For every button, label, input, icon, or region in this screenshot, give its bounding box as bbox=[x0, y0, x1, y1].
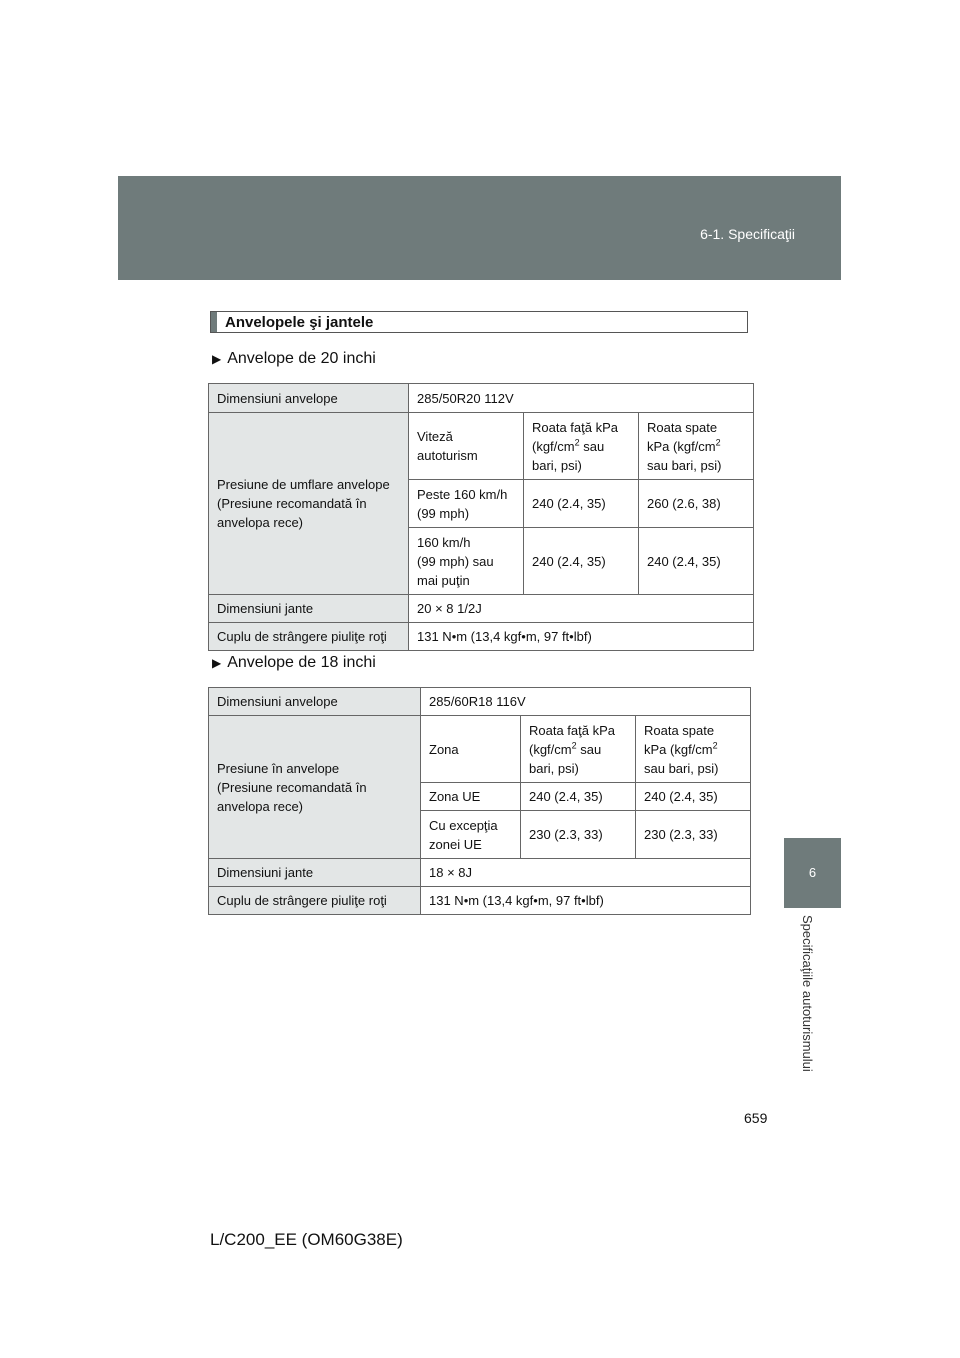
tire-size-label: Dimensiuni anvelope bbox=[209, 688, 421, 716]
front-cell: 240 (2.4, 35) bbox=[521, 783, 636, 811]
torque-value: 131 N•m (13,4 kgf•m, 97 ft•lbf) bbox=[409, 623, 754, 651]
table-row bbox=[209, 716, 751, 783]
rim-value: 20 × 8 1/2J bbox=[409, 595, 754, 623]
subheading-18-text: Anvelope de 18 inchi bbox=[227, 654, 376, 671]
torque-label: Cuplu de strângere piuliţe roţi bbox=[209, 887, 421, 915]
col-rear: Roata spate kPa ($kgf/cm^2$ sau bari, psi) bbox=[636, 716, 751, 783]
rim-label: Dimensiuni jante bbox=[209, 595, 409, 623]
rear-cell: 240 (2.4, 35) bbox=[639, 528, 754, 595]
section-title: Anvelopele şi jantele bbox=[225, 313, 374, 331]
torque-label: Cuplu de strângere piuliţe roţi bbox=[209, 623, 409, 651]
table-row bbox=[209, 623, 754, 651]
speed-cell: Peste 160 km/h (99 mph) bbox=[409, 480, 524, 528]
table-row bbox=[209, 688, 751, 716]
tire-size-value: 285/50R20 112V bbox=[409, 384, 754, 413]
document-code: L/C200_EE (OM60G38E) bbox=[210, 1230, 403, 1249]
pressure-label: Presiune în anvelope (Presiune recomandată în anvelopa rece) bbox=[209, 716, 421, 859]
table-row bbox=[209, 595, 754, 623]
triangle-bullet-icon: ▶ bbox=[212, 656, 222, 670]
table-row bbox=[209, 384, 754, 413]
col-zone: Zona bbox=[421, 716, 521, 783]
zone-cell: Zona UE bbox=[421, 783, 521, 811]
tire-size-label: Dimensiuni anvelope bbox=[209, 384, 409, 413]
torque-value: 131 N•m (13,4 kgf•m, 97 ft•lbf) bbox=[421, 887, 751, 915]
front-cell: 240 (2.4, 35) bbox=[524, 480, 639, 528]
chapter-title: Specificaţiile autoturismului bbox=[800, 915, 815, 1072]
rim-label: Dimensiuni jante bbox=[209, 859, 421, 887]
subheading-20 bbox=[212, 350, 376, 368]
front-cell: 240 (2.4, 35) bbox=[524, 528, 639, 595]
chapter-tab: 6 bbox=[784, 838, 841, 908]
speed-cell: 160 km/h (99 mph) sau mai puţin bbox=[409, 528, 524, 595]
tire-size-value: 285/60R18 116V bbox=[421, 688, 751, 716]
col-rear: Roata spate kPa ($kgf/cm^2$ sau bari, psi) bbox=[639, 413, 754, 480]
col-front: Roata faţă kPa ($kgf/cm^2$ sau bari, psi) bbox=[521, 716, 636, 783]
rim-value: 18 × 8J bbox=[421, 859, 751, 887]
rear-cell: 260 (2.6, 38) bbox=[639, 480, 754, 528]
tire-table-20 bbox=[208, 383, 754, 651]
header-band bbox=[118, 176, 841, 280]
subheading-18 bbox=[212, 654, 376, 672]
col-front: Roata faţă kPa ($kgf/cm^2$ sau bari, psi) bbox=[524, 413, 639, 480]
table-row bbox=[209, 413, 754, 480]
zone-cell: Cu excepţia zonei UE bbox=[421, 811, 521, 859]
table-row bbox=[209, 887, 751, 915]
page-number: 659 bbox=[744, 1110, 768, 1126]
rear-cell: 240 (2.4, 35) bbox=[636, 783, 751, 811]
table-row bbox=[209, 859, 751, 887]
pressure-label: Presiune de umflare anvelope (Presiune recomandată în anvelopa rece) bbox=[209, 413, 409, 595]
tire-table-18 bbox=[208, 687, 751, 915]
rear-cell: 230 (2.3, 33) bbox=[636, 811, 751, 859]
section-title-box bbox=[210, 311, 748, 333]
col-speed: Viteză autoturism bbox=[409, 413, 524, 480]
section-label: 6-1. Specificaţii bbox=[700, 226, 795, 242]
subheading-20-text: Anvelope de 20 inchi bbox=[227, 350, 376, 367]
front-cell: 230 (2.3, 33) bbox=[521, 811, 636, 859]
triangle-bullet-icon: ▶ bbox=[212, 352, 222, 366]
